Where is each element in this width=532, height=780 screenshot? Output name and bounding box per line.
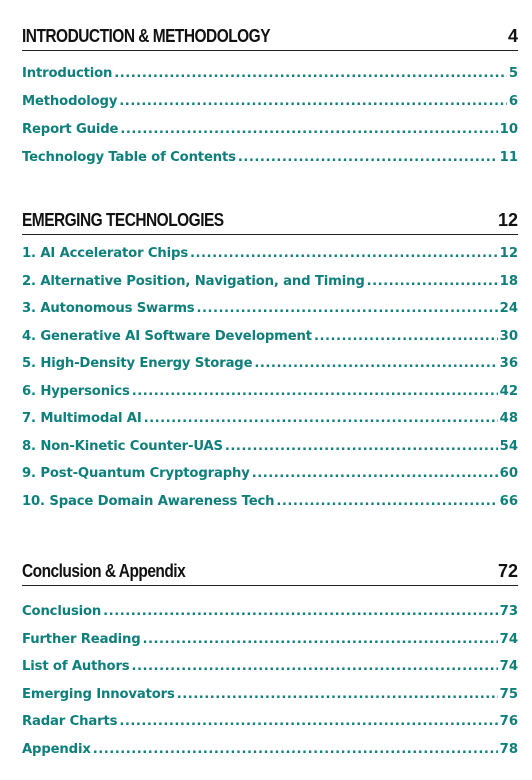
dot-leader [252,465,498,483]
entry-label: List of Authors [22,659,130,674]
toc-entry-high-density-energy-storage[interactable] [22,355,518,373]
dot-leader [119,93,507,111]
entry-label: 10. Space Domain Awareness Tech [22,493,275,509]
entry-label: Technology Table of Contents [22,150,236,165]
toc-entry-post-quantum-cryptography[interactable] [22,465,518,483]
entry-label: 3. Autonomous Swarms [22,301,195,316]
dot-leader [276,493,497,511]
toc-entry-ai-accelerator-chips[interactable] [22,245,518,263]
dot-leader [120,121,497,139]
section-emerging-technologies [22,208,518,509]
section-title: Conclusion & Appendix [22,561,186,581]
dot-leader [225,438,498,456]
toc-entry-report-guide[interactable] [22,121,518,139]
entry-page-number: 74 [499,631,518,647]
entry-label: 7. Multimodal AI [22,411,142,426]
entry-label: 8. Non-Kinetic Counter-UAS [22,438,223,454]
dot-leader [114,65,507,83]
section-heading [22,208,518,235]
entry-page-number: 48 [499,411,518,426]
toc-entry-appendix[interactable] [22,741,518,759]
toc-entry-further-reading[interactable] [22,631,518,649]
dot-leader [314,328,498,346]
toc-entry-conclusion[interactable] [22,603,518,621]
toc-entry-list-of-authors[interactable] [22,658,518,676]
entry-page-number: 78 [499,741,518,757]
dot-leader [367,273,498,291]
section-page-number: 4 [507,26,518,46]
entry-page-number: 42 [499,383,518,399]
section-title: EMERGING TECHNOLOGIES [22,210,224,230]
entry-page-number: 60 [499,466,518,481]
entry-page-number: 11 [499,150,518,165]
dot-leader [103,603,497,621]
dot-leader [143,631,498,649]
toc-entry-radar-charts[interactable] [22,713,518,731]
entry-label: 2. Alternative Position, Navigation, and Timing [22,273,365,289]
toc-entry-alternative-pnt[interactable] [22,273,518,291]
dot-leader [119,713,497,731]
entry-page-number: 54 [499,438,518,454]
dot-leader [144,410,498,428]
entry-label: 4. Generative AI Software Development [22,328,312,344]
entry-label: 1. AI Accelerator Chips [22,246,189,261]
section-page-number: 12 [497,210,518,230]
entry-page-number: 36 [499,356,518,371]
entry-page-number: 73 [499,604,518,619]
entry-label: 6. Hypersonics [22,383,130,399]
entry-page-number: 74 [499,659,518,674]
entry-label: Introduction [22,66,113,81]
entry-page-number: 12 [499,246,518,261]
toc-entry-generative-ai-software[interactable] [22,328,518,346]
entry-label: Emerging Innovators [22,686,175,702]
entry-page-number: 6 [508,94,518,109]
section-conclusion-appendix [22,559,518,757]
entry-page-number: 30 [499,328,518,344]
entry-page-number: 5 [508,66,518,81]
section-introduction-methodology [22,24,518,165]
entry-page-number: 18 [499,273,518,289]
section-title: INTRODUCTION & METHODOLOGY [22,26,271,46]
section-heading [22,559,518,586]
toc-entry-emerging-innovators[interactable] [22,686,518,704]
entry-label: Conclusion [22,604,102,619]
entry-label: Radar Charts [22,714,118,729]
dot-leader [197,300,498,318]
toc-entry-space-domain-awareness[interactable] [22,493,518,511]
toc-entry-methodology[interactable] [22,93,518,111]
dot-leader [254,355,497,373]
entry-label: Appendix [22,741,91,757]
entry-label: Report Guide [22,122,119,137]
toc-entry-non-kinetic-counter-uas[interactable] [22,438,518,456]
entry-label: Further Reading [22,631,141,647]
toc-entry-introduction[interactable] [22,65,518,83]
dot-leader [177,686,498,704]
entry-page-number: 76 [499,714,518,729]
section-heading [22,24,518,51]
dot-leader [132,658,498,676]
dot-leader [238,149,498,167]
toc-entry-hypersonics[interactable] [22,383,518,401]
entry-label: Methodology [22,94,118,109]
entry-label: 9. Post-Quantum Cryptography [22,466,250,481]
toc-entry-multimodal-ai[interactable] [22,410,518,428]
entry-label: 5. High-Density Energy Storage [22,356,253,371]
dot-leader [132,383,498,401]
entry-page-number: 24 [499,301,518,316]
entry-page-number: 10 [499,122,518,137]
entry-page-number: 66 [499,493,518,509]
dot-leader [190,245,498,263]
section-page-number: 72 [497,561,518,581]
toc-entry-autonomous-swarms[interactable] [22,300,518,318]
toc-entry-technology-table[interactable] [22,149,518,167]
entry-page-number: 75 [499,686,518,702]
dot-leader [93,741,498,759]
